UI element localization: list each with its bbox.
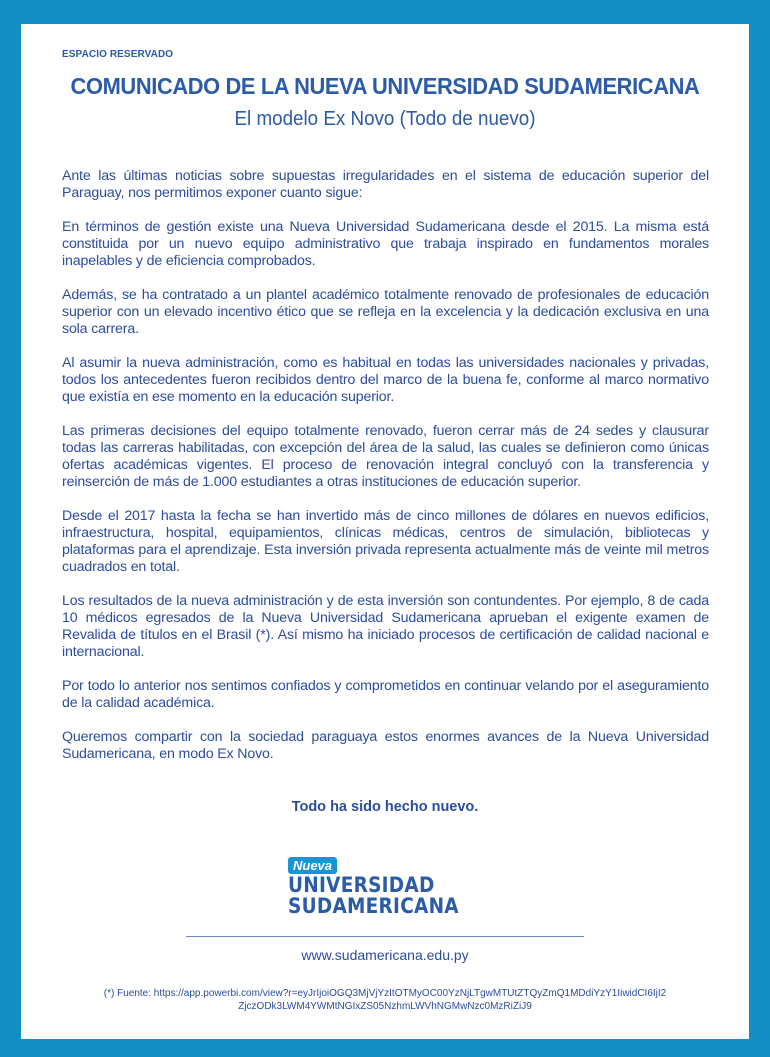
- paragraph: Desde el 2017 hasta la fecha se han invertido más de cinco millones de dólares en nuevos edificios, infraestructura, hospital, equipamientos, clínicas médicas, centros de simulación, bibliotecas y plataformas para el aprendizaje. Esta inversión privada representa actualmente más de veinte mil metros cuadrados en total.: [62, 508, 709, 575]
- reserved-space-label: ESPACIO RESERVADO: [62, 49, 174, 60]
- website-link[interactable]: www.sudamericana.edu.py: [301, 947, 469, 963]
- paragraph: Por todo lo anterior nos sentimos confiados y comprometidos en continuar velando por el aseguramiento de la calidad académica.: [62, 678, 709, 711]
- paragraph: Queremos compartir con la sociedad paraguaya estos enormes avances de la Nueva Universidad Sudamericana, en modo Ex Novo.: [62, 729, 709, 762]
- communique-body: [62, 168, 709, 780]
- page-subtitle: El modelo Ex Novo (Todo de nuevo): [234, 108, 536, 130]
- footnote-line-1[interactable]: (*) Fuente: https://app.powerbi.com/view?r=eyJrIjoiOGQ3MjVjYzItOTMyOC00YzNjLTgwMTUtZTQyZmQ1MDdiYzY1IiwidCI6IjI2: [103, 988, 667, 999]
- paragraph: Ante las últimas noticias sobre supuestas irregularidades en el sistema de educación superior del Paraguay, nos permitimos exponer cuanto sigue:: [62, 168, 709, 201]
- logo-badge: Nueva: [288, 857, 337, 874]
- university-logo: [288, 857, 488, 927]
- document-panel: [21, 24, 749, 1039]
- source-footnote: [21, 987, 749, 1013]
- paragraph: En términos de gestión existe una Nueva Universidad Sudamericana desde el 2015. La misma está constituida por un nuevo equipo administrativo que trabaja inspirado en fundamentos morales inapelables y de eficiencia comprobados.: [62, 219, 709, 269]
- logo-line-2: SUDAMERICANA: [288, 894, 459, 918]
- footnote-line-2[interactable]: ZjczODk3LWM4YWMtNGIxZS05NzhmLWVhNGMwNzc0MzRiZiJ9: [238, 1001, 532, 1012]
- closing-statement: Todo ha sido hecho nuevo.: [291, 799, 479, 815]
- divider: [186, 936, 584, 937]
- paragraph: Además, se ha contratado a un plantel académico totalmente renovado de profesionales de educación superior con un elevado incentivo ético que se refleja en la excelencia y la dedicación exclusiva en una sola carrera.: [62, 287, 709, 337]
- page-title: COMUNICADO DE LA NUEVA UNIVERSIDAD SUDAMERICANA: [70, 73, 700, 99]
- logo-line-1: UNIVERSIDAD: [288, 873, 435, 897]
- paragraph: Al asumir la nueva administración, como es habitual en todas las universidades nacionales y privadas, todos los antecedentes fueron recibidos dentro del marco de la buena fe, conforme al marco normativo que existía en ese momento en la educación superior.: [62, 355, 709, 405]
- paragraph: Los resultados de la nueva administración y de esta inversión son contundentes. Por ejemplo, 8 de cada 10 médicos egresados de la Nueva Universidad Sudamericana aprueban el exigente examen de Revalida de títulos en el Brasil (*). Así mismo ha iniciado procesos de certificación de calidad nacional e internacional.: [62, 593, 709, 660]
- paragraph: Las primeras decisiones del equipo totalmente renovado, fueron cerrar más de 24 sedes y clausurar todas las carreras habilitadas, con excepción del área de la salud, las cuales se definieron como únicas ofertas académicas vigentes. El proceso de renovación integral concluyó con la transferencia y reinserción de más de 1.000 estudiantes a otras instituciones de educación superior.: [62, 423, 709, 490]
